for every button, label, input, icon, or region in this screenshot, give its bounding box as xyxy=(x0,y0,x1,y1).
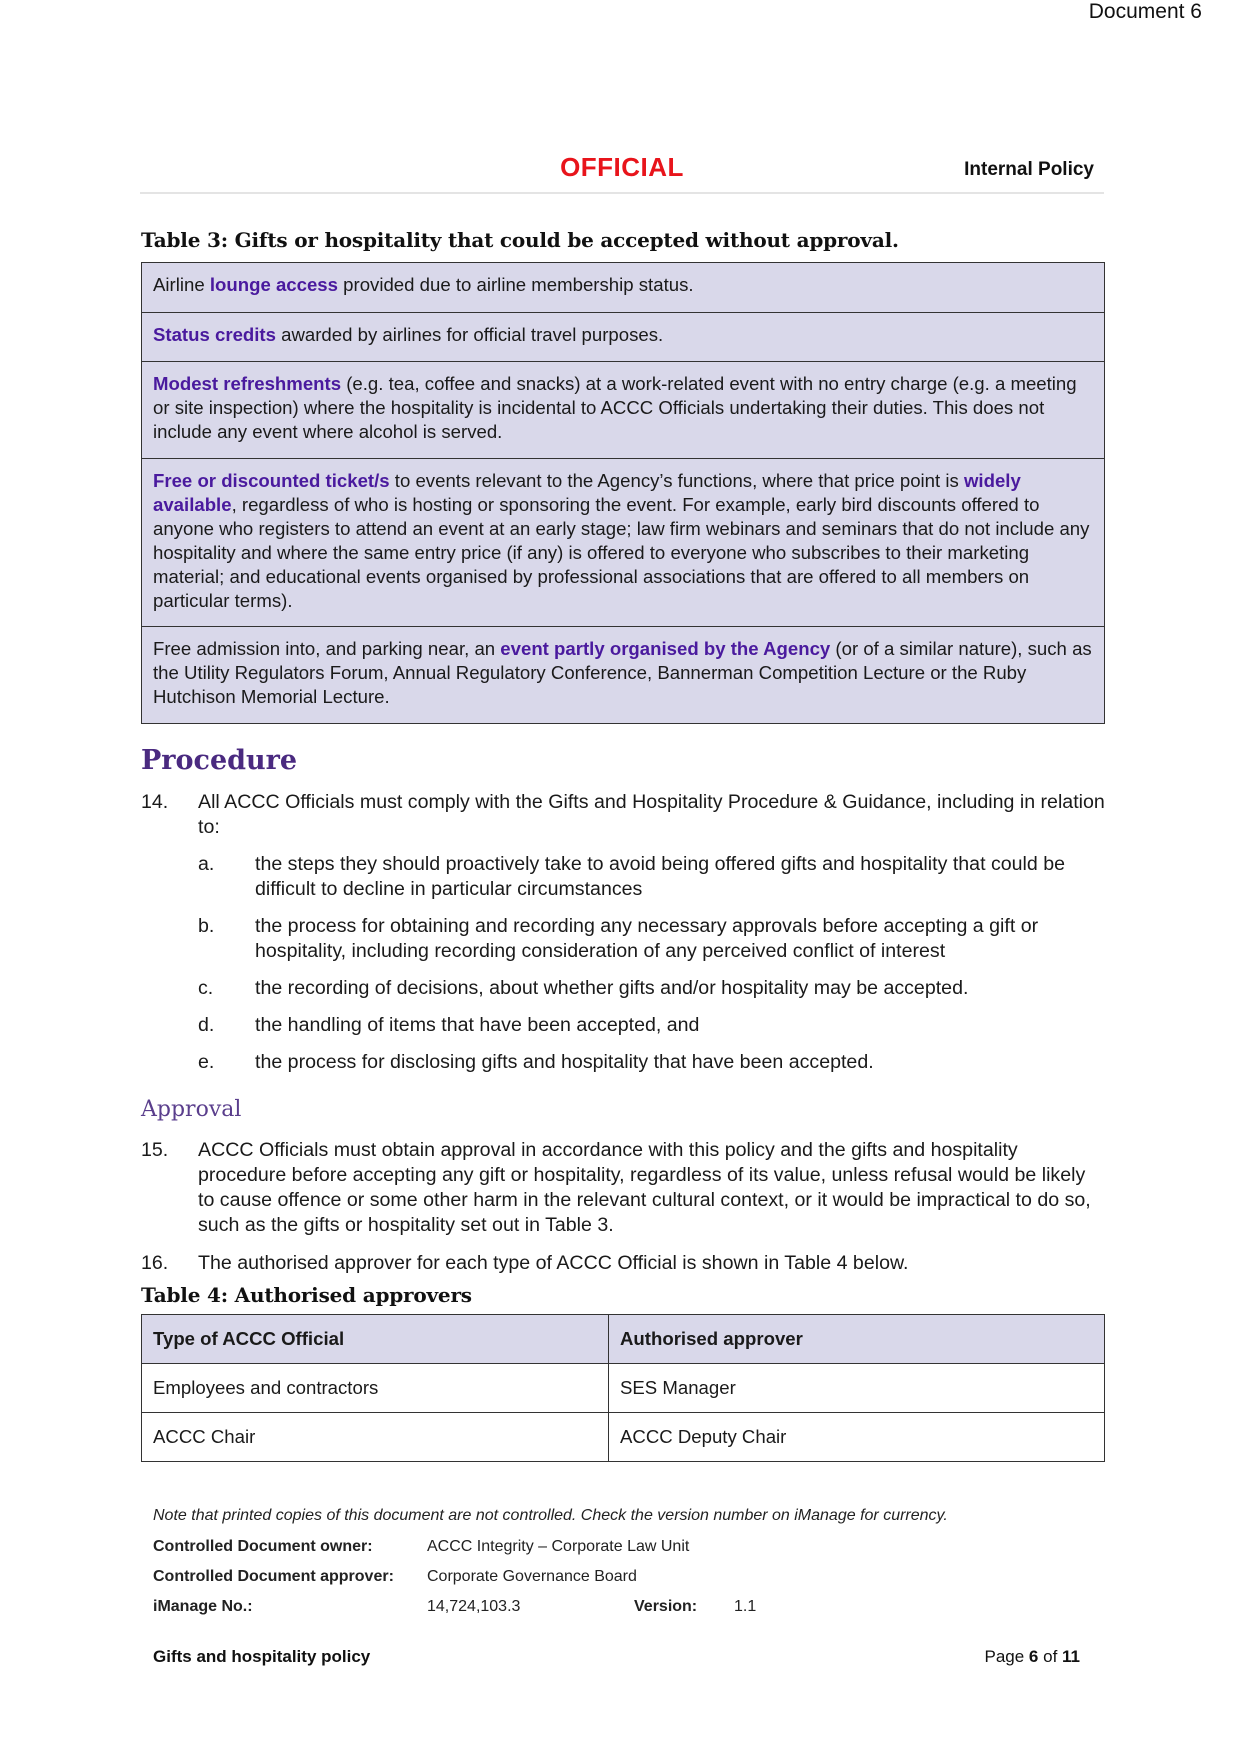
table-row xyxy=(142,1364,1105,1413)
table4-authorised-approvers xyxy=(141,1314,1105,1462)
list-text: the steps they should proactively take to avoid being offered gifts and hospitality that could be difficult to decline in particular circumstances xyxy=(255,853,1066,900)
row-text: , regardless of who is hosting or sponsoring the event. For example, early bird discounts offered to anyone who registers to attend an event at an early stage; law firm webinars and seminars that do not include any hospitality and where the same entry price (if any) is offered to everyone who subscribes to their marketing material; and educational events organised by professional associations that are offered to all members on particular terms). xyxy=(153,494,1090,611)
column-header: Type of ACCC Official xyxy=(142,1315,609,1364)
paragraph-14 xyxy=(141,790,1105,840)
list-letter: a. xyxy=(198,853,215,875)
table-cell: ACCC Deputy Chair xyxy=(609,1413,1105,1462)
paragraph-text: The authorised approver for each type of ACCC Official is shown in Table 4 below. xyxy=(198,1252,909,1274)
row-highlight: widely available xyxy=(153,470,1021,515)
paragraph-number: 14. xyxy=(141,791,169,813)
table-header-row xyxy=(142,1315,1105,1364)
version-label: Version: xyxy=(634,1598,698,1615)
policy-type-label: Internal Policy xyxy=(964,159,1094,180)
row-text: Free admission into, and parking near, an xyxy=(153,638,501,659)
paragraph-number: 16. xyxy=(141,1252,169,1274)
list-text: the handling of items that have been accepted, and xyxy=(255,1014,700,1036)
table-cell: ACCC Chair xyxy=(142,1413,609,1462)
list-letter: d. xyxy=(198,1014,215,1036)
page-of: of xyxy=(1038,1647,1063,1666)
row-text: (or of a similar nature), such as the Utility Regulators Forum, Annual Regulatory Conference, Bannerman Competition Lecture or the Ruby Hutchison Memorial Lecture. xyxy=(153,638,1092,707)
row-highlight: Free or discounted ticket/s xyxy=(153,470,390,491)
row-text: to events relevant to the Agency’s functions, where that price point is xyxy=(389,470,964,491)
paragraph-15 xyxy=(141,1138,1105,1238)
table-row xyxy=(142,1413,1105,1462)
classification-marking: OFFICIAL xyxy=(560,152,684,182)
table-cell: SES Manager xyxy=(609,1364,1105,1413)
row-text: awarded by airlines for official travel purposes. xyxy=(275,324,664,345)
paragraph-text: ACCC Officials must obtain approval in accordance with this policy and the gifts and hospitality procedure before accepting any gift or hospitality, regardless of its value, unless refusal would be likely to cause offence or some other harm in the relevant cultural context, or it would be impractical to do so, such as the gifts or hospitality set out in Table 3. xyxy=(198,1139,1091,1236)
list-text: the recording of decisions, about whether gifts and/or hospitality may be accepted. xyxy=(255,977,969,999)
approval-heading: Approval xyxy=(141,1097,242,1122)
row-text: provided due to airline membership status. xyxy=(338,274,694,295)
row-text: Airline xyxy=(153,274,210,295)
footer-document-title: Gifts and hospitality policy xyxy=(153,1647,371,1666)
table-row xyxy=(142,626,1104,723)
page-total: 11 xyxy=(1062,1647,1080,1666)
list-text: the process for disclosing gifts and hospitality that have been accepted. xyxy=(255,1051,874,1073)
row-highlight: Modest refreshments xyxy=(153,373,342,394)
procedure-heading: Procedure xyxy=(141,745,298,776)
page-header xyxy=(140,150,1104,194)
page-prefix: Page xyxy=(984,1647,1029,1666)
row-text: (e.g. tea, coffee and snacks) at a work-related event with no entry charge (e.g. a meeting or site inspection) where the hospitality is incidental to ACCC Officials undertaking their duties. This does not include any event where alcohol is served. xyxy=(153,373,1077,442)
page-current: 6 xyxy=(1028,1647,1039,1666)
table-row xyxy=(142,263,1104,312)
meta-label: Controlled Document owner: xyxy=(153,1538,373,1555)
meta-value: Corporate Governance Board xyxy=(427,1568,637,1585)
row-highlight: event partly organised by the Agency xyxy=(500,638,831,659)
list-item xyxy=(198,914,1105,964)
version-value: 1.1 xyxy=(734,1598,757,1615)
table4-caption: Table 4: Authorised approvers xyxy=(141,1283,472,1307)
row-highlight: Status credits xyxy=(153,324,276,345)
document-number-tag: Document 6 xyxy=(1088,0,1202,23)
list-letter: c. xyxy=(198,977,214,999)
meta-label: iManage No.: xyxy=(153,1598,253,1615)
table3-gifts-without-approval xyxy=(141,262,1105,724)
paragraph-number: 15. xyxy=(141,1139,169,1161)
page-number xyxy=(984,1647,1080,1667)
list-item xyxy=(198,976,1105,1001)
row-highlight: lounge access xyxy=(209,274,338,295)
table-row xyxy=(142,458,1104,626)
list-item xyxy=(198,852,1105,902)
table-row xyxy=(142,312,1104,361)
paragraph-16 xyxy=(141,1251,1105,1276)
list-letter: b. xyxy=(198,915,215,937)
meta-value: ACCC Integrity – Corporate Law Unit xyxy=(427,1538,690,1555)
footer-note: Note that printed copies of this document are not controlled. Check the version number on iManage for currency. xyxy=(153,1507,948,1524)
list-text: the process for obtaining and recording any necessary approvals before accepting a gift or hospitality, including recording consideration of any perceived conflict of interest xyxy=(255,915,1039,962)
column-header: Authorised approver xyxy=(609,1315,1105,1364)
meta-label: Controlled Document approver: xyxy=(153,1568,394,1585)
list-letter: e. xyxy=(198,1051,215,1073)
list-item xyxy=(198,1050,1105,1075)
table3-caption: Table 3: Gifts or hospitality that could be accepted without approval. xyxy=(141,228,899,252)
table-cell: Employees and contractors xyxy=(142,1364,609,1413)
meta-value: 14,724,103.3 xyxy=(427,1598,521,1615)
table-row xyxy=(142,361,1104,458)
paragraph-text: All ACCC Officials must comply with the Gifts and Hospitality Procedure & Guidance, including in relation to: xyxy=(198,791,1105,838)
list-item xyxy=(198,1013,1105,1038)
